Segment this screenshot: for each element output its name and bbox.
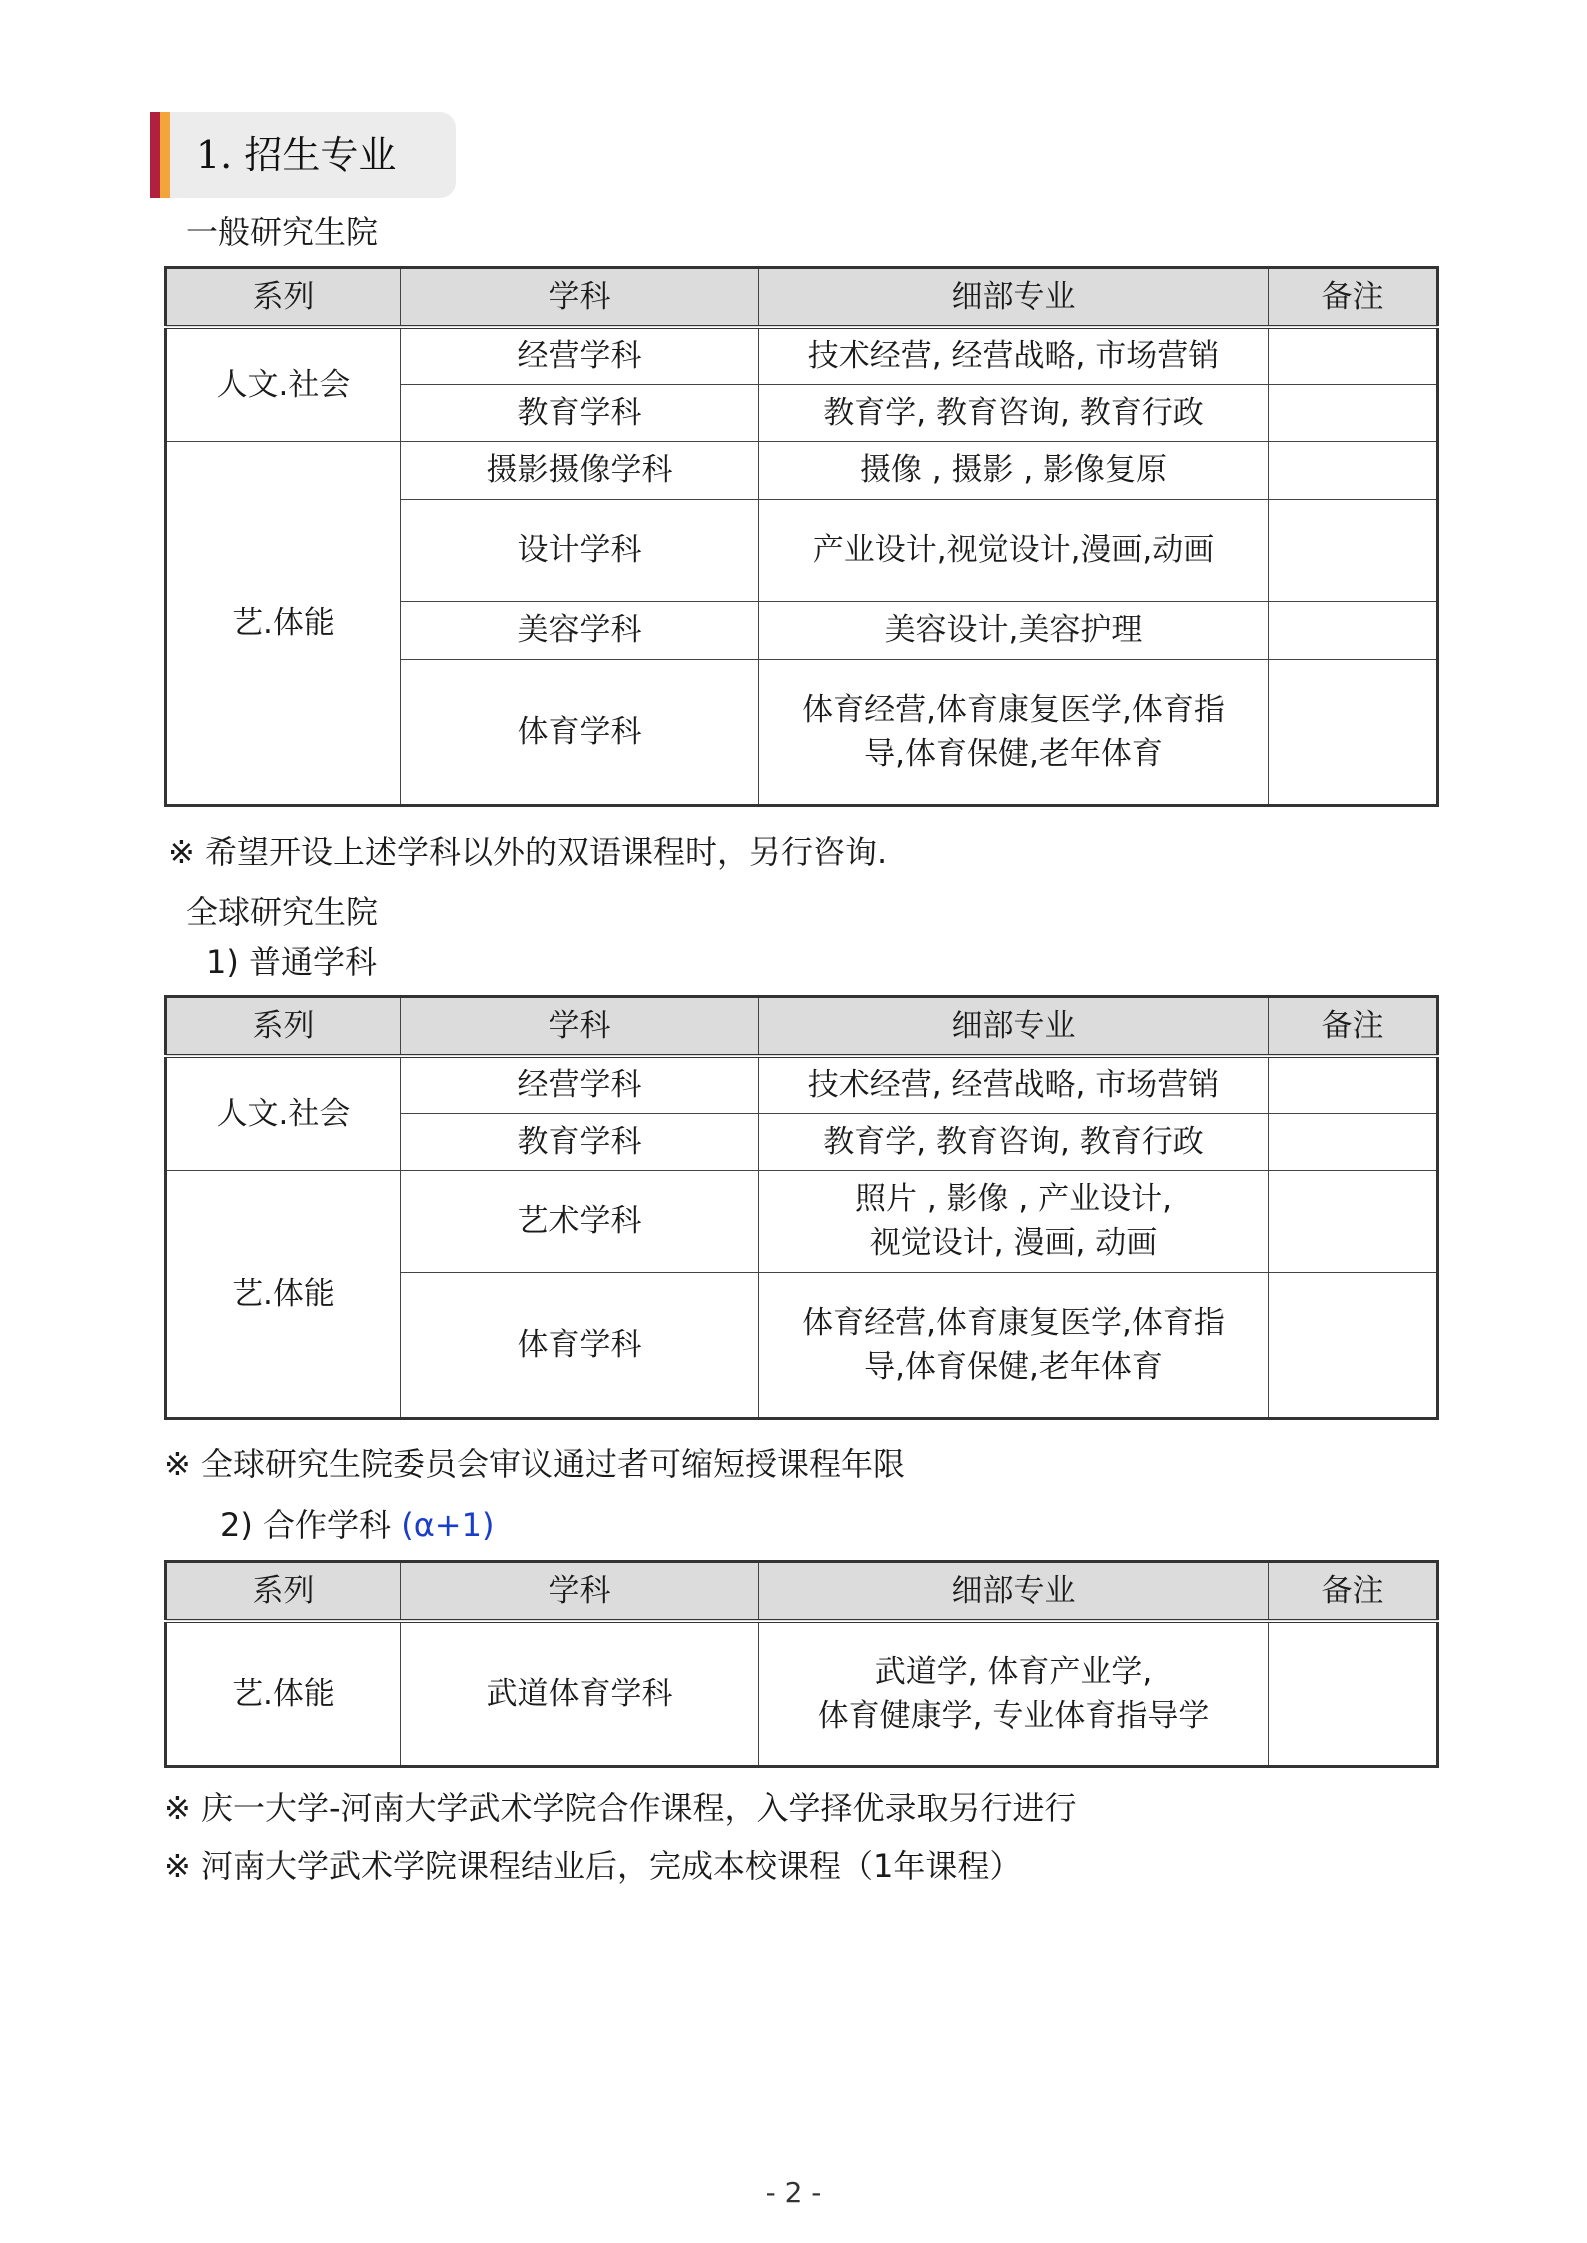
table-general-school — [164, 266, 1439, 807]
table-row — [166, 1621, 1438, 1766]
detail-cell: 技术经营, 经营战略, 市场营销 — [759, 327, 1269, 384]
note-cooperation-admission: ※ 庆一大学-河南大学武术学院合作课程，入学择优录取另行进行 — [164, 1789, 1077, 1827]
header-series: 系列 — [166, 268, 401, 328]
detail-line: 体育健康学, 专业体育指导学 — [817, 1697, 1210, 1734]
detail-cell: 产业设计,视觉设计,漫画,动画 — [759, 499, 1269, 601]
header-subject: 学科 — [401, 1562, 759, 1622]
table-row — [166, 1056, 1438, 1113]
header-note: 备注 — [1269, 997, 1438, 1057]
note-cell — [1269, 1621, 1438, 1766]
subject-cell: 艺术学科 — [401, 1170, 759, 1272]
table-row — [166, 327, 1438, 384]
table-row — [166, 441, 1438, 499]
header-subject: 学科 — [401, 268, 759, 328]
sub-heading-tag: (α+1) — [401, 1506, 495, 1544]
detail-line: 武道学, 体育产业学, — [874, 1653, 1153, 1690]
series-cell: 人文.社会 — [166, 327, 401, 441]
subject-cell: 体育学科 — [401, 1272, 759, 1418]
detail-line: 体育经营,体育康复医学,体育指 — [802, 1304, 1225, 1341]
note-shortened-term: ※ 全球研究生院委员会审议通过者可缩短授课程年限 — [164, 1445, 905, 1483]
sub-heading-cooperation — [220, 1505, 494, 1545]
detail-cell: 美容设计,美容护理 — [759, 601, 1269, 659]
series-cell: 人文.社会 — [166, 1056, 401, 1170]
detail-line: 体育经营,体育康复医学,体育指 — [802, 691, 1225, 728]
table-global-cooperation — [164, 1560, 1439, 1768]
section-number: 1. — [196, 133, 233, 177]
detail-cell — [759, 659, 1269, 805]
table-header-row — [166, 268, 1438, 328]
header-detail: 细部专业 — [759, 997, 1269, 1057]
detail-line: 导,体育保健,老年体育 — [864, 735, 1163, 772]
detail-line: 照片 , 影像 , 产业设计, — [855, 1181, 1172, 1217]
subject-cell: 经营学科 — [401, 327, 759, 384]
detail-cell — [759, 1170, 1269, 1272]
header-subject: 学科 — [401, 997, 759, 1057]
sub-heading-label: 2) 合作学科 — [220, 1506, 392, 1544]
header-series: 系列 — [166, 997, 401, 1057]
note-cell — [1269, 327, 1438, 384]
title-accent-orange — [160, 112, 170, 198]
series-cell: 艺.体能 — [166, 1621, 401, 1766]
subject-cell: 教育学科 — [401, 1113, 759, 1170]
section-title-box — [150, 112, 456, 198]
header-series: 系列 — [166, 1562, 401, 1622]
table-header-row — [166, 1562, 1438, 1622]
header-detail: 细部专业 — [759, 1562, 1269, 1622]
note-cell — [1269, 1056, 1438, 1113]
detail-cell: 摄像 , 摄影 , 影像复原 — [759, 441, 1269, 499]
page-number: - 2 - — [765, 2176, 822, 2209]
detail-cell: 教育学, 教育咨询, 教育行政 — [759, 384, 1269, 441]
series-cell: 艺.体能 — [166, 441, 401, 805]
detail-cell: 教育学, 教育咨询, 教育行政 — [759, 1113, 1269, 1170]
subject-cell: 体育学科 — [401, 659, 759, 805]
header-detail: 细部专业 — [759, 268, 1269, 328]
note-cell — [1269, 1272, 1438, 1418]
note-cell — [1269, 659, 1438, 805]
note-cell — [1269, 1113, 1438, 1170]
subject-cell: 教育学科 — [401, 384, 759, 441]
detail-line: 导,体育保健,老年体育 — [864, 1348, 1163, 1385]
subject-cell: 设计学科 — [401, 499, 759, 601]
table-header-row — [166, 997, 1438, 1057]
subject-cell: 武道体育学科 — [401, 1621, 759, 1766]
sub-heading-general: 1) 普通学科 — [206, 943, 378, 981]
header-note: 备注 — [1269, 1562, 1438, 1622]
detail-line: 视觉设计, 漫画, 动画 — [869, 1225, 1158, 1261]
global-school-heading: 全球研究生院 — [186, 893, 379, 931]
series-cell: 艺.体能 — [166, 1170, 401, 1418]
detail-cell — [759, 1272, 1269, 1418]
general-school-heading: 一般研究生院 — [186, 213, 379, 251]
table-row — [166, 1170, 1438, 1272]
detail-cell: 技术经营, 经营战略, 市场营销 — [759, 1056, 1269, 1113]
title-accent-red — [150, 112, 160, 198]
section-heading — [196, 112, 396, 198]
detail-cell — [759, 1621, 1269, 1766]
table-global-general — [164, 995, 1439, 1420]
subject-cell: 经营学科 — [401, 1056, 759, 1113]
header-note: 备注 — [1269, 268, 1438, 328]
note-cell — [1269, 499, 1438, 601]
note-bilingual: ※ 希望开设上述学科以外的双语课程时，另行咨询. — [168, 833, 888, 871]
note-cell — [1269, 441, 1438, 499]
section-title: 招生专业 — [244, 133, 397, 177]
note-cell — [1269, 1170, 1438, 1272]
note-cooperation-completion: ※ 河南大学武术学院课程结业后，完成本校课程（1年课程） — [164, 1847, 1022, 1885]
subject-cell: 美容学科 — [401, 601, 759, 659]
subject-cell: 摄影摄像学科 — [401, 441, 759, 499]
note-cell — [1269, 601, 1438, 659]
note-cell — [1269, 384, 1438, 441]
